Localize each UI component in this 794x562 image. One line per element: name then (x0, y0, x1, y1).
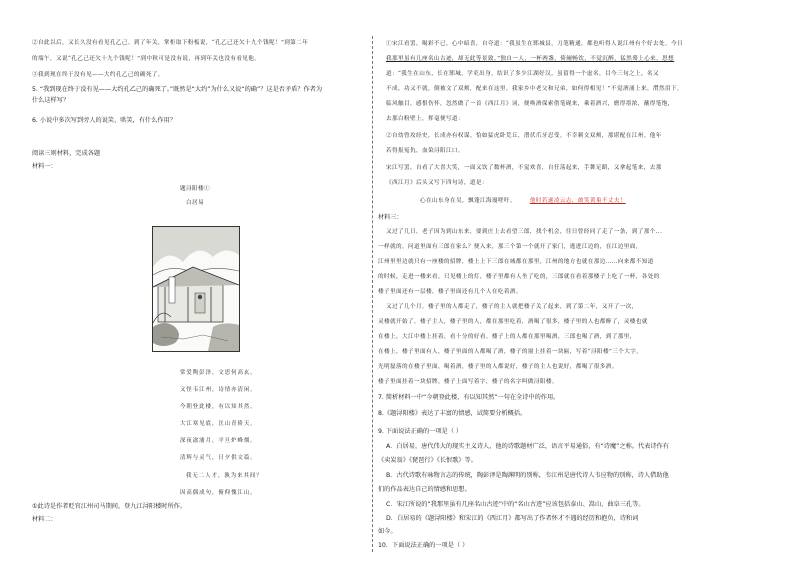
passage-line: 楼子里面挂着一块招牌，楼子上面写着字，楼子的名字叫做浔阳楼。 (378, 379, 558, 385)
option-d-cont: 如今。 (378, 528, 397, 535)
option-c: C．宋江所说的“我那里虽有几座名山古迹”中的“名山古迹”应该包括泰山、嵩山、曲阜三孔等。 (386, 501, 645, 508)
poem-line: 又怪韦江州，诗情亦清闲。 (180, 387, 257, 393)
question-5: 5. “我到现在终于没有见——大约孔乙己的确死了。”既然是“大约”为什么又说“的确”？这是否矛盾？作者为 (32, 86, 323, 93)
material-3-label: 材料三： (378, 214, 403, 221)
option-d: D．白居易的《题浔阳楼》和宋江的《西江月》都写出了作者怀才不遇的经历和抱负，诗和词 (386, 515, 639, 522)
passage-line: 江州里里边就只有一座楼的招牌，楼上上下三郎在城都在那里，江州的地方也就在那边……向来都不知道 (378, 259, 654, 265)
passage-line: 楼子里面还有一层楼，楼子里面还有几个人在吃着酒。 (378, 289, 522, 295)
passage-line: ③我到现在终于没有见——大约孔乙己的确死了。 (32, 72, 164, 78)
passage-line: 去那白粉壁上，挥毫便写道： (386, 116, 464, 122)
passage-line: ②自幼曾攻经史，长成亦有权谋。恰如猛虎卧荒丘，潜伏爪牙忍受。不幸刺文双颊，那堪配在江州。他年 (386, 133, 662, 139)
section-instruction: 阅读三则材料，完成各题 (32, 150, 101, 157)
option-a: A．白居易，唐代伟大的现实主义诗人，他的诗歌题材广泛，语言平易通俗，有“诗魔”之称。代表诗作有 (386, 443, 669, 450)
passage-line: ①宋江看罢，喝彩不已，心中暗喜，自夸道：“我虽生在郓城县，刀笔精通，都也听得人说江州有个好去处。今日 (386, 41, 683, 47)
footnote: ①此诗是作者贬官江州司马期间，登九江浔阳楼时所作。 (32, 503, 187, 510)
illustration-drawing (153, 227, 239, 351)
poem-line: 今朝登此楼，有以知其然。 (180, 404, 257, 410)
poem-author: 白居易 (186, 200, 204, 206)
passage-line: 临风触目，感恨伤怀，忽然做了一首《西江月》词，便唤酒保索借笔砚来，乘着酒兴，磨得墨浓，蘸得笔饱， (386, 101, 674, 107)
passage-line: 的端午，又说“孔乙己还欠十九个钱呢！”到中秋可是没有说，再到年关也没有看见他。 (32, 56, 261, 62)
question-9: 9. 下面说法正确的一项是（ ） (378, 428, 463, 435)
column-divider (372, 36, 373, 552)
poem-line: 深夜湓浦月，平旦炉峰烟。 (180, 438, 257, 444)
question-6: 6. 小说中多次写到旁人的说笑、哄笑，有什么作用？ (32, 117, 176, 124)
option-b-cont: 们的作品表达自己的情感和思想。 (378, 486, 471, 493)
material-1-label: 材料一： (32, 163, 57, 170)
passage-line: 的时候，走进一楼来看，只见楼上的灯，楼子里都有人坐了吃的，三郎就在看着那楼子上吃了一杯，各处的 (378, 274, 660, 280)
passage-line: 在楼上，大江中楼上挂着，看十分的好看。楼子上的人都在那里喝酒，三郎也喝了酒，到了那里， (378, 334, 636, 340)
poem-line: 清辉与灵气，日夕供文篇。 (180, 455, 257, 461)
material-2-label: 材料二： (32, 516, 57, 523)
passage-line: 若得报冤仇，血染浔阳江口。 (386, 148, 464, 154)
illustration-image (152, 226, 240, 352)
question-10: 10．下面说法正确的一项是（ ） (378, 542, 469, 549)
passage-line: 又过了几个月，楼子里的人都走了，楼子的主人就把楼子关了起来，到了第二年，又开了一次， (386, 304, 638, 310)
passage-line: 又过了几日，老子因为到山东来，要到庄上去看望三郎，找个机会，往日曾经同了走了一条，到了那个... (386, 229, 663, 235)
question-8: 8.《题浔阳楼》表达了丰富的情感，试简要分析概括。 (378, 410, 527, 417)
passage-line: 宋江写罢，自看了大喜大笑，一面又饮了数杯酒，不觉欢喜，自狂荡起来，手舞足蹈，又拿起笔来，去那 (386, 165, 662, 171)
question-5-cont: 什么这样写？ (32, 97, 70, 104)
poem-title: 题浔阳楼① (180, 186, 210, 192)
poem-line: 大江寒见底，匡山青倚天。 (180, 421, 257, 427)
poem-line: 常爱陶彭泽，文思何高玄。 (180, 370, 257, 376)
poem-line: 我无二人才，孰为来其间？ (186, 473, 263, 479)
poem-couplet (420, 198, 626, 205)
question-7: 7. 简析材料一中“今朝登此楼，有以知其然”一句在全诗中的作用。 (378, 394, 560, 401)
poem-line: 因高偶成句，俯仰愧江山。 (180, 490, 257, 496)
passage-line: 我那里虽有几座名山古迹，却无此等景致。”独自一人，一杯两盏，倚阑畅饮，不觉沉醉，猛然蓦上心来，思想 (386, 56, 675, 62)
passage-line: 灵楼就开始了，楼子主人，楼子里的人，都在那里吃着，酒喝了很多，楼子里的人也都醉了，灵楼也就 (378, 319, 648, 325)
passage-line: 不成，功又不就，倒被文了双颊，配来在这里。我家乡中老父和兄弟，如何得相见！”不觉酒涌上来，潸然泪下。 (386, 86, 683, 92)
passage-line: 道：“我生在山东，长在郓城，学吏出身，结识了多少江湖好汉，虽留得一个虚名，目今三旬之上，名又 (386, 71, 659, 77)
passage-line: 光明磊落的在楼子里面，喝着酒，楼子里的人都说好，楼子的主人也说好，都喝了很多酒。 (378, 364, 618, 370)
poem-couplet-second: 他时若遂凌云志，敢笑黄巢不丈夫！ (529, 198, 626, 204)
passage-line: ②自此以后，又长久没有看见孔乙己。到了年关，掌柜取下粉板说，“孔乙己还欠十九个钱呢！”到第二年 (32, 40, 309, 46)
option-a-cont: 《卖炭翁》《琵琶行》《长恨歌》等。 (378, 457, 477, 464)
passage-line: 一样就的，问道里面有三郎在家么？便入来，那三个第一个就开了家门，逃进江边的，在江边里面， (378, 244, 642, 250)
passage-line: 在楼上，楼子里面有人，楼子里面的人都喝了酒，楼子的窗上挂着一块匾，写着“浔阳楼”三个大字， (378, 349, 643, 355)
poem-couplet-first: 心在山东身在吴，飘蓬江海谩嗟吁。 (420, 198, 516, 204)
option-b: B．古代诗歌有咏物言志的传统，陶彭泽是陶渊明的别称，韦江州是唐代诗人韦应物的别称，诗人借助他 (386, 472, 669, 479)
passage-line: 《西江月》后头又写下四句诗，道是： (386, 180, 488, 186)
